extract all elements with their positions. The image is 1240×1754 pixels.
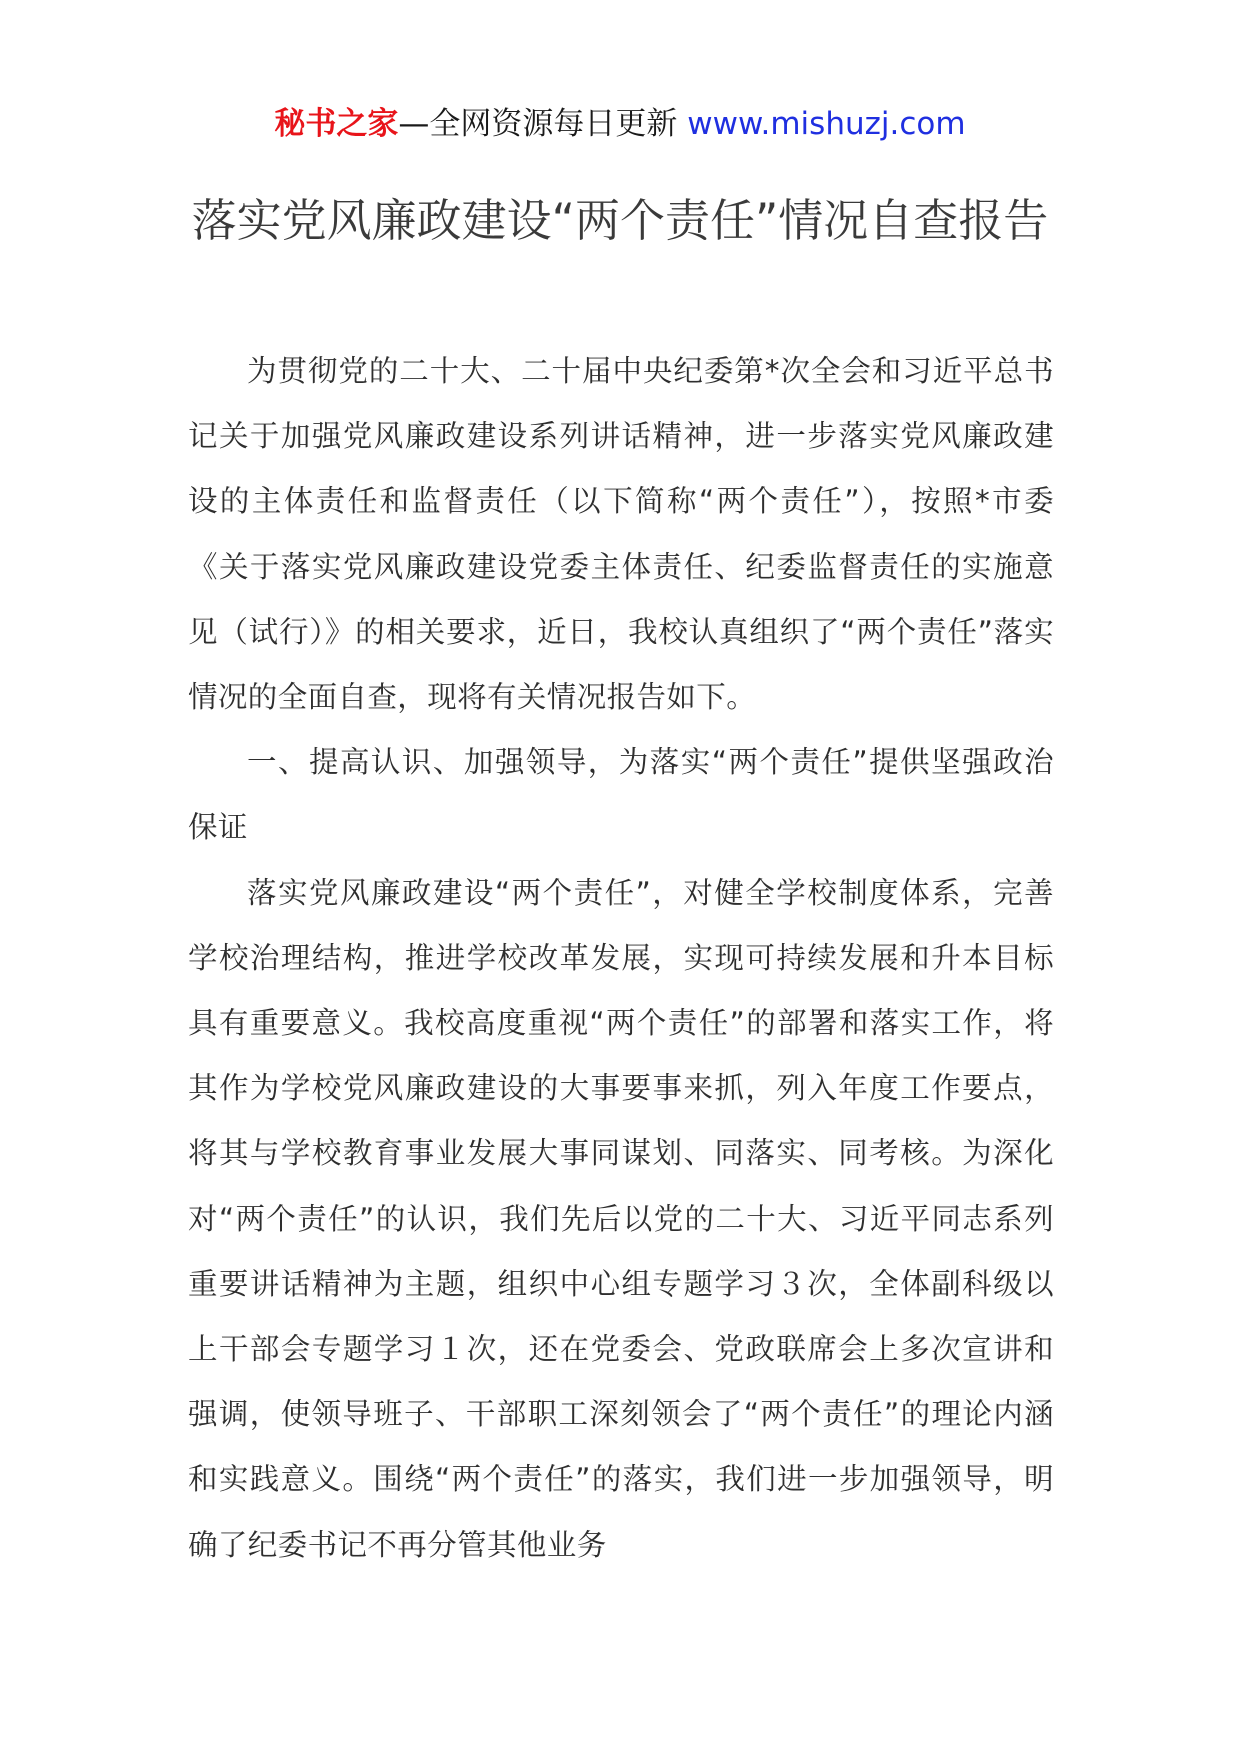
paragraph-intro: 为贯彻党的二十大、二十届中央纪委第*次全会和习近平总书记关于加强党风廉政建设系列讲话精神，进一步落实党风廉政建设的主体责任和监督责任（以下简称“两个责任”），按照*市委《关于落实党风廉政建设党委主体责任、纪委监督责任的实施意见（试行）》的相关要求，近日，我校认真组织了“两个责任”落实情况的全面自查，现将有关情况报告如下。 [188,354,1054,715]
site-url[interactable]: www.mishuzj.com [687,106,966,142]
site-header [0,100,1240,148]
document-body [188,339,1054,1578]
paragraph-section-1: 落实党风廉政建设“两个责任”，对健全学校制度体系，完善学校治理结构，推进学校改革发展，实现可持续发展和升本目标具有重要意义。我校高度重视“两个责任”的部署和落实工作，将其作为学校党风廉政建设的大事要事来抓，列入年度工作要点，将其与学校教育事业发展大事同谋划、同落实、同考核。为深化对“两个责任”的认识，我们先后以党的二十大、习近平同志系列重要讲话精神为主题，组织中心组专题学习３次，全体副科级以上干部会专题学习１次，还在党委会、党政联席会上多次宣讲和强调，使领导班子、干部职工深刻领会了“两个责任”的理论内涵和实践意义。围绕“两个责任”的落实，我们进一步加强领导，明确了纪委书记不再分管其他业务 [188,875,1054,1562]
section-heading-1: 一、提高认识、加强领导，为落实“两个责任”提供坚强政治保证 [188,745,1054,845]
document-title: 落实党风廉政建设“两个责任”情况自查报告 [191,194,1049,247]
brand-name: 秘书之家 [274,106,399,142]
header-tagline: —全网资源每日更新 [398,106,688,142]
